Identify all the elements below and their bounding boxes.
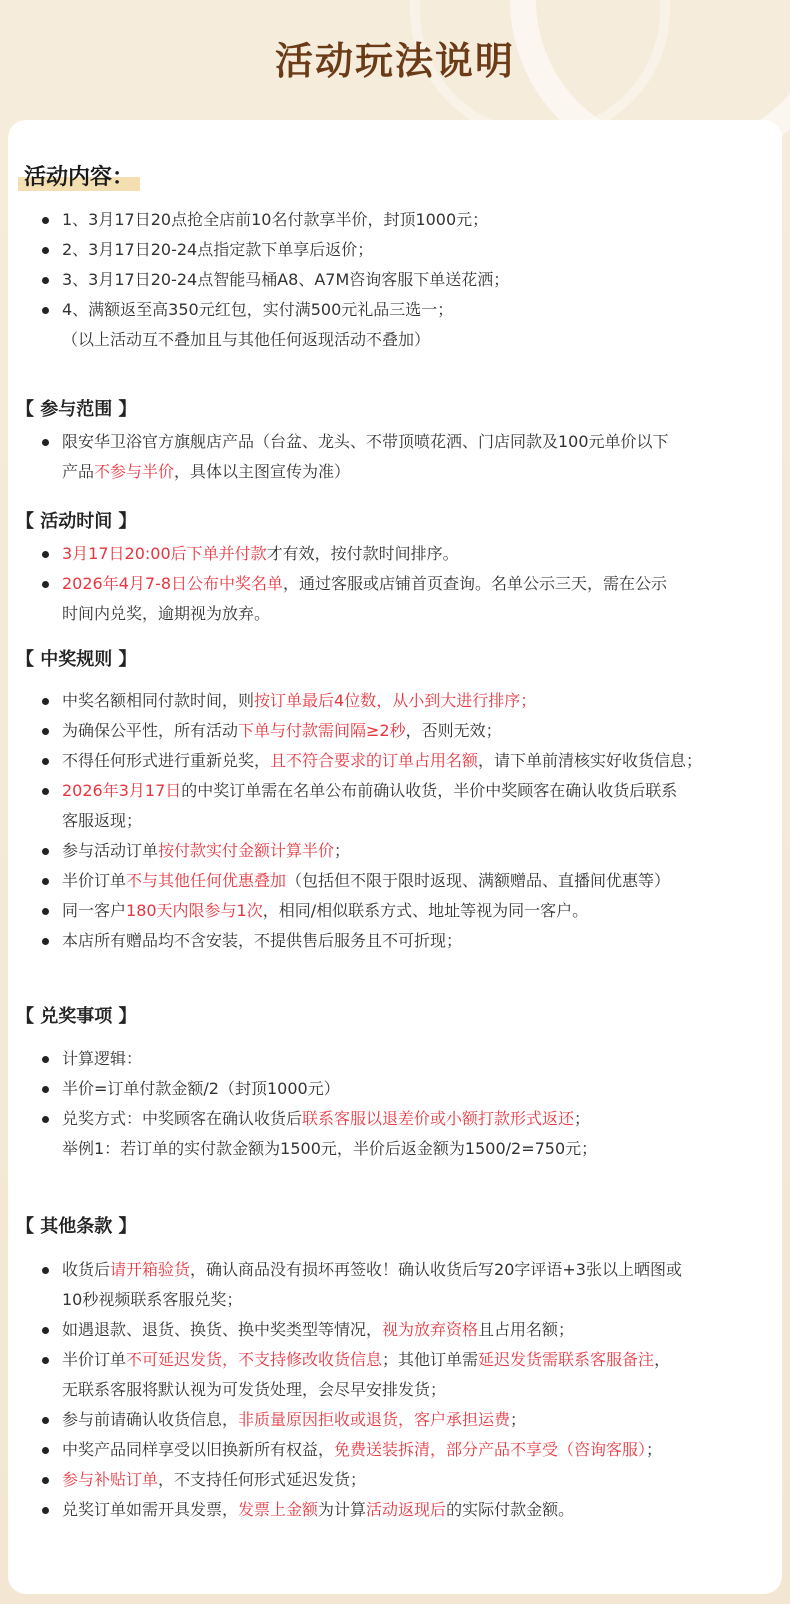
- section-title-rules: 【 中奖规则 】: [16, 649, 137, 670]
- rules-list: [38, 686, 778, 956]
- section-title-content: 活动内容：: [18, 160, 140, 191]
- list-item-highlight: 本店所有赠品均不含安装，不提供售后服务且不可折现；: [38, 926, 778, 956]
- list-item: 限安华卫浴官方旗舰店产品（台盆、龙头、不带顶喷花洒、门店同款及100元单价以下 产品不参与半价，具体以主图宣传为准）: [38, 427, 778, 487]
- page-title: 活动玩法说明: [274, 39, 515, 83]
- list-item: 不得任何形式进行重新兑奖，且不符合要求的订单占用名额，请下单前清核实好收货信息；: [38, 746, 778, 776]
- list-item: 中奖名额相同付款时间，则按订单最后4位数，从小到大进行排序；: [38, 686, 778, 716]
- other-list: [38, 1255, 778, 1525]
- scope-list: [38, 427, 778, 487]
- section-title-redeem: 【 兑奖事项 】: [16, 1006, 137, 1027]
- list-item: 收货后请开箱验货，确认商品没有损坏再签收！确认收货后写20字评语+3张以上晒图或 10秒视频联系客服兑奖；: [38, 1255, 778, 1315]
- list-item: 1、3月17日20点抢全店前10名付款享半价，封顶1000元；: [38, 205, 778, 235]
- section-title-time: 【 活动时间 】: [16, 511, 137, 532]
- redeem-list: [38, 1044, 778, 1164]
- section-title-other: 【 其他条款 】: [16, 1216, 137, 1237]
- content-list: [38, 205, 778, 355]
- list-item: 如遇退款、退货、换货、换中奖类型等情况，视为放弃资格且占用名额；: [38, 1315, 778, 1345]
- rules-card: [8, 120, 782, 1594]
- list-item: 半价订单不可延迟发货，不支持修改收货信息；其他订单需延迟发货需联系客服备注， 无联系客服将默认视为可发货处理，会尽早安排发货；: [38, 1345, 778, 1405]
- list-item: 兑奖方式：中奖顾客在确认收货后联系客服以退差价或小额打款形式返还； 举例1：若订单的实付款金额为1500元，半价后返金额为1500/2=750元；: [38, 1104, 778, 1164]
- list-item: 2026年3月17日的中奖订单需在名单公布前确认收货，半价中奖顾客在确认收货后联系 客服返现；: [38, 776, 778, 836]
- list-item-note: （以上活动互不叠加且与其他任何返现活动不叠加）: [62, 330, 431, 349]
- list-item: 2、3月17日20-24点指定款下单享后返价；: [38, 235, 778, 265]
- list-item: 3月17日20:00后下单并付款才有效，按付款时间排序。: [38, 539, 778, 569]
- list-item: 兑奖订单如需开具发票，发票上金额为计算活动返现后的实际付款金额。: [38, 1495, 778, 1525]
- list-item: 半价订单不与其他任何优惠叠加（包括但不限于限时返现、满额赠品、直播间优惠等）: [38, 866, 778, 896]
- list-item: 计算逻辑：: [38, 1044, 778, 1074]
- list-item: 参与活动订单按付款实付金额计算半价；: [38, 836, 778, 866]
- list-item: 2026年4月7-8日公布中奖名单，通过客服或店铺首页查询。名单公示三天，需在公示 时间内兑奖，逾期视为放弃。: [38, 569, 778, 629]
- list-item: 同一客户180天内限参与1次，相同/相似联系方式、地址等视为同一客户。: [38, 896, 778, 926]
- list-item: 为确保公平性，所有活动下单与付款需间隔≥2秒，否则无效；: [38, 716, 778, 746]
- list-item: 参与前请确认收货信息，非质量原因拒收或退货，客户承担运费；: [38, 1405, 778, 1435]
- list-item: 参与补贴订单，不支持任何形式延迟发货；: [38, 1465, 778, 1495]
- section-title-scope: 【 参与范围 】: [16, 399, 137, 420]
- list-item: 中奖产品同样享受以旧换新所有权益，免费送装拆清，部分产品不享受（咨询客服）；: [38, 1435, 778, 1465]
- list-item-highlight: 3、3月17日20-24点智能马桶A8、A7M咨询客服下单送花洒；: [38, 265, 778, 295]
- list-item: 4、满额返至高350元红包，实付满500元礼品三选一；: [38, 295, 778, 325]
- list-item: 半价=订单付款金额/2（封顶1000元）: [38, 1074, 778, 1104]
- time-list: [38, 539, 778, 629]
